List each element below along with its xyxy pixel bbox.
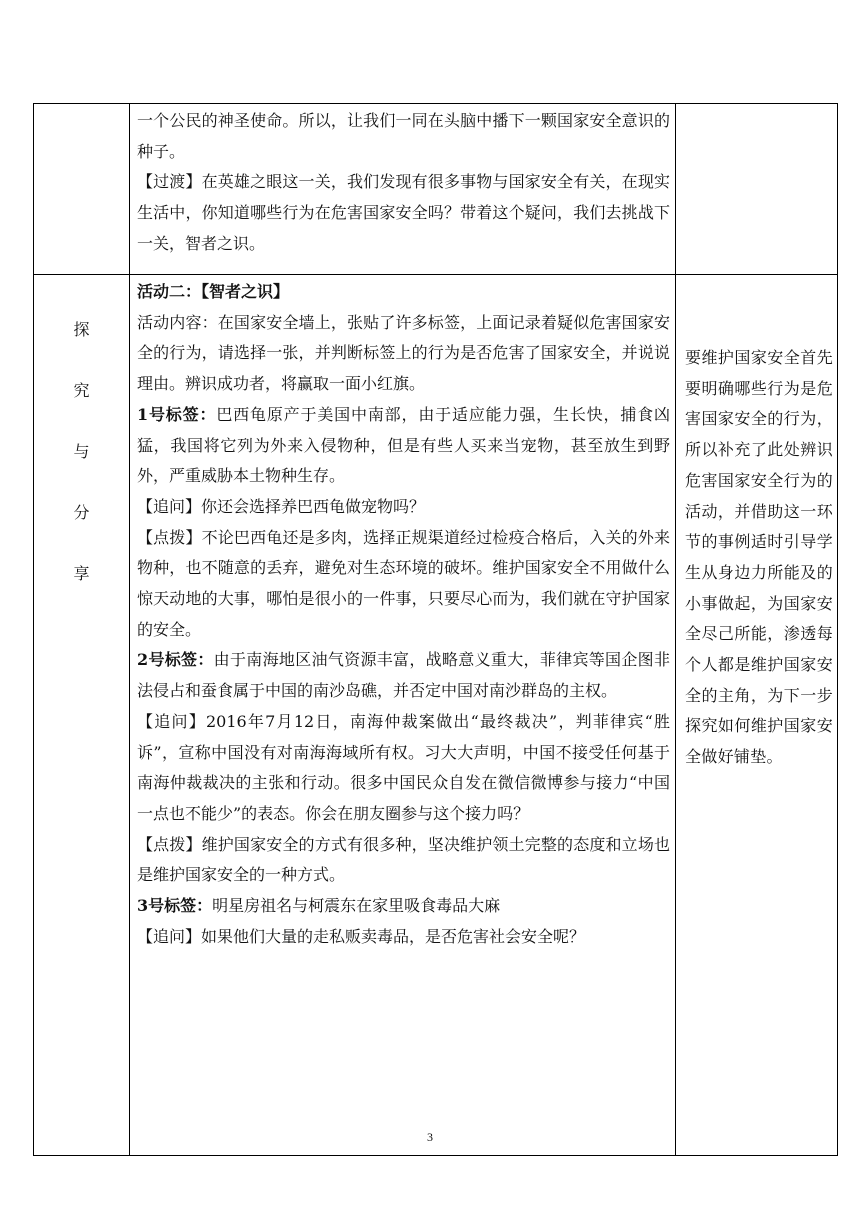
design-note: 要维护国家安全首先要明确哪些行为是危害国家安全的行为，所以补充了此处辨识危害国家安全行为的活动，并借助这一环节的事例适时引导学生从身边力所能及的小事做起，为国家安全尽己所能，渗透每个人都是维护国家安全的主角，为下一步探究如何维护国家安全做好铺垫。 xyxy=(676,275,838,1156)
process-cell xyxy=(130,104,676,275)
stage-cell xyxy=(34,104,130,275)
tag1-hint: 【点拨】不论巴西龟还是多肉，选择正规渠道经过检疫合格后，入关的外来物种，也不随意的丢弃，避免对生态环境的破坏。维护国家安全不用做什么惊天动地的大事，哪怕是很小的一件事，只要尽心而为，我们就在守护国家的安全。 xyxy=(137,527,670,639)
tag3-label: 3号标签： xyxy=(137,896,213,916)
tag3-paragraph xyxy=(137,891,670,922)
tag2-text: 由于南海地区油气资源丰富，战略意义重大，菲律宾等国企图非法侵占和蚕食属于中国的南沙岛礁，并否定中国对南沙群岛的主权。 xyxy=(137,650,670,701)
lesson-plan-table xyxy=(33,103,838,1156)
stage-label-char: 究 xyxy=(73,381,90,400)
table-row xyxy=(34,104,838,275)
stage-cell xyxy=(34,275,130,1156)
stage-label-char: 享 xyxy=(73,564,90,583)
stage-label-char: 探 xyxy=(73,320,90,339)
tag3-question: 【追问】如果他们大量的走私贩卖毒品，是否危害社会安全呢？ xyxy=(137,926,586,946)
stage-label xyxy=(34,275,129,589)
process-cell xyxy=(130,275,676,1156)
paragraph: 一个公民的神圣使命。所以，让我们一同在头脑中播下一颗国家安全意识的种子。 xyxy=(137,111,670,161)
activity-title: 活动二：【智者之识】 xyxy=(137,282,290,301)
tag2-question: 【追问】2016年7月12日，南海仲裁案做出“最终裁决”，判菲律宾“胜诉”，宣称中国没有对南海海域所有权。习大大声明，中国不接受任何基于南海仲裁裁决的主张和行动。很多中国民众自发在微信微博参与接力“中国一点也不能少”的表态。你会在朋友圈参与这个接力吗？ xyxy=(137,711,670,823)
tag2-label: 2号标签： xyxy=(137,650,214,670)
tag2-hint: 【点拨】维护国家安全的方式有很多种，坚决维护领土完整的态度和立场也是维护国家安全的一种方式。 xyxy=(137,834,670,885)
stage-label-char: 与 xyxy=(73,442,90,461)
page-number: 3 xyxy=(427,1130,433,1144)
tag1-question: 【追问】你还会选择养巴西龟做宠物吗？ xyxy=(137,496,426,516)
tag1-text: 巴西龟原产于美国中南部，由于适应能力强，生长快，捕食凶猛，我国将它列为外来入侵物种，但是有些人买来当宠物，甚至放生到野外，严重威胁本土物种生存。 xyxy=(137,404,670,486)
stage-label-char: 分 xyxy=(73,503,90,522)
tag1-paragraph xyxy=(137,400,670,492)
table-row xyxy=(34,275,838,1156)
tag3-text: 明星房祖名与柯震东在家里吸食毒品大麻 xyxy=(212,896,501,916)
note-cell xyxy=(676,104,838,275)
transition-paragraph: 【过渡】在英雄之眼这一关，我们发现有很多事物与国家安全有关，在现实生活中，你知道哪些行为在危害国家安全吗？带着这个疑问，我们去挑战下一关，智者之识。 xyxy=(137,172,670,253)
activity-content: 活动内容：在国家安全墙上，张贴了许多标签，上面记录着疑似危害国家安全的行为，请选择一张，并判断标签上的行为是否危害了国家安全，并说说理由。辨识成功者，将赢取一面小红旗。 xyxy=(137,312,670,394)
tag2-paragraph xyxy=(137,645,670,706)
tag1-label: 1号标签： xyxy=(137,404,217,424)
